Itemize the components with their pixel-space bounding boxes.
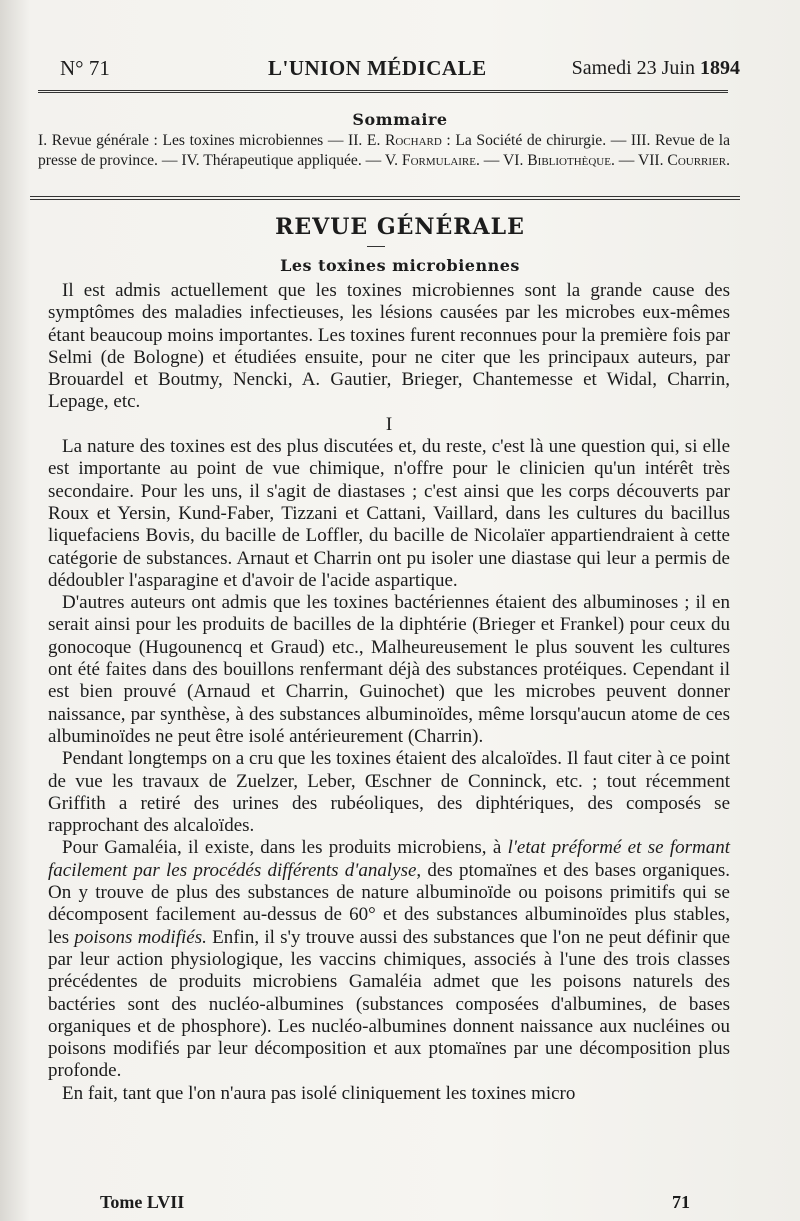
section-rule — [30, 196, 740, 200]
paragraph-6: En fait, tant que l'on n'aura pas isolé cliniquement les toxines micro — [62, 1082, 576, 1104]
sommaire-contents — [38, 131, 730, 171]
article-subtitle: Les toxines microbiennes — [280, 256, 520, 275]
sommaire-text-3: . — VI. — [475, 152, 528, 169]
sommaire-text-5: . — [726, 152, 731, 169]
paragraph-1: Il est admis actuellement que les toxines microbiennes sont la grande cause des symptômes des maladies infectieuses, les lésions causées par les microbes eux-mêmes étant beaucoup moins importantes. Les toxines furent reconnues pour la première fois par Selmi (de Bologne) et étudiées ensuite, pour ne citer que les principaux auteurs, par Brouardel et Boutmy, Nencki, A. Gautier, Brieger, Chantemesse et Widal, Charrin, Lepage, etc. — [48, 280, 730, 413]
issue-date — [572, 57, 740, 80]
paragraph-5-text-c: Enfin, il s'y trouve aussi des substances que l'on ne peut définir que par leur action physiologique, les vaccins chimiques, associés à l'une des trois classes précédentes de produits microbiens Gamaléia admet que les poisons naturels des bactéries sont des nucléo-albumines (substances composées d'albumines, de bases organiques et de phosphore). Les nucléo-albumines donnent naissance aux nucléines ou poisons modifiés par leur décomposition et aux ptomaïnes par une décomposition plus profonde. — [48, 926, 731, 1082]
paragraph-5 — [48, 837, 730, 1082]
article-body — [48, 280, 730, 1105]
sommaire-courrier: Courrier — [667, 152, 727, 169]
paragraph-5-italic-1: l'etat préformé et se formant facilement par les procédés différents d'analyse — [48, 837, 730, 881]
section-title: REVUE GÉNÉRALE — [275, 214, 525, 240]
running-header — [40, 52, 740, 84]
issue-number: N° 71 — [60, 55, 110, 80]
paragraph-5-text-b: , des ptomaïnes et des bases organiques. On y trouve de plus des substances de nature albuminoïde ou poisons primitifs qui se décomposent facilement au-dessus de 60° et des substances albuminoïdes plus stables, les — [48, 859, 731, 948]
header-rule — [38, 90, 728, 93]
paragraph-5-italic-2: poisons modifiés. — [74, 926, 207, 948]
journal-title: L'UNION MÉDICALE — [268, 55, 487, 80]
issue-date-day: Samedi 23 Juin — [571, 56, 695, 79]
paragraph-2: La nature des toxines est des plus discutées et, du reste, c'est là une question qui, si elle est importante au point de vue chimique, n'offre pour le clinicien qu'un intérêt très secondaire. Pour les uns, il s'agit de diastases ; c'est ainsi que les corps découverts par Roux et Yersin, Kund-Faber, Tizzani et Cattani, Vaillard, dans les cultures du bacillus liquefaciens Bovis, du bacille de Loffler, du bacille de Nicolaïer appartiendraient à cette catégorie de substances. Arnaut et Charrin ont pu isoler une diastase qui leur a permis de dédoubler l'asparagine et d'avoir de l'acide aspartique. — [48, 436, 730, 591]
paragraph-3: D'autres auteurs ont admis que les toxines bactériennes étaient des albuminoses ; il en serait ainsi pour les produits de bacilles de la diphtérie (Brieger et Frankel) pour ceux du gonocoque (Hugounencq et Graud) etc., Malheureusement le plus souvent les cultures ont été faites dans des bouillons renfermant déjà des substances protéiques. Cependant il est bien prouvé (Arnaud et Charrin, Guinochet) que les microbes peuvent donner naissance, par synthèse, à des substances albuminoïdes, même lorsqu'aucun atome de ces albuminoïdes ne peut être isolé antérieurement (Charrin). — [48, 592, 730, 747]
sommaire-formulaire: Formulaire — [401, 152, 476, 169]
issue-date-year: 1894 — [700, 56, 740, 79]
paragraph-4: Pendant longtemps on a cru que les toxines étaient des alcaloïdes. Il faut citer à ce point de vue les travaux de Zuelzer, Leber, Œschner de Conninck, etc. ; tout récemment Griffith a retiré des urines des rubéoliques, des diphtériques, des composés se rapprochant des alcaloïdes. — [48, 748, 730, 837]
footer-page-number: 71 — [672, 1192, 690, 1212]
sommaire-title: Sommaire — [352, 110, 448, 129]
section-numeral: I — [385, 413, 393, 435]
title-dash — [367, 246, 385, 247]
footer-tome: Tome LVII — [100, 1192, 185, 1212]
paragraph-5-text-a: Pour Gamaléia, il existe, dans les produits microbiens, à — [62, 837, 508, 859]
sommaire-text-1: I. Revue générale : Les toxines microbiennes — II. E. — [38, 132, 385, 149]
sommaire-bibliotheque: Bibliothèque — [527, 152, 611, 169]
sommaire-text-2: : La Société de chirurgie. — III. Revue de la presse de province. — IV. Thérapeutique appliquée. — V. — [38, 132, 730, 169]
sommaire-author: Rochard — [384, 132, 442, 149]
sommaire-text-4: . — VII. — [610, 152, 668, 169]
